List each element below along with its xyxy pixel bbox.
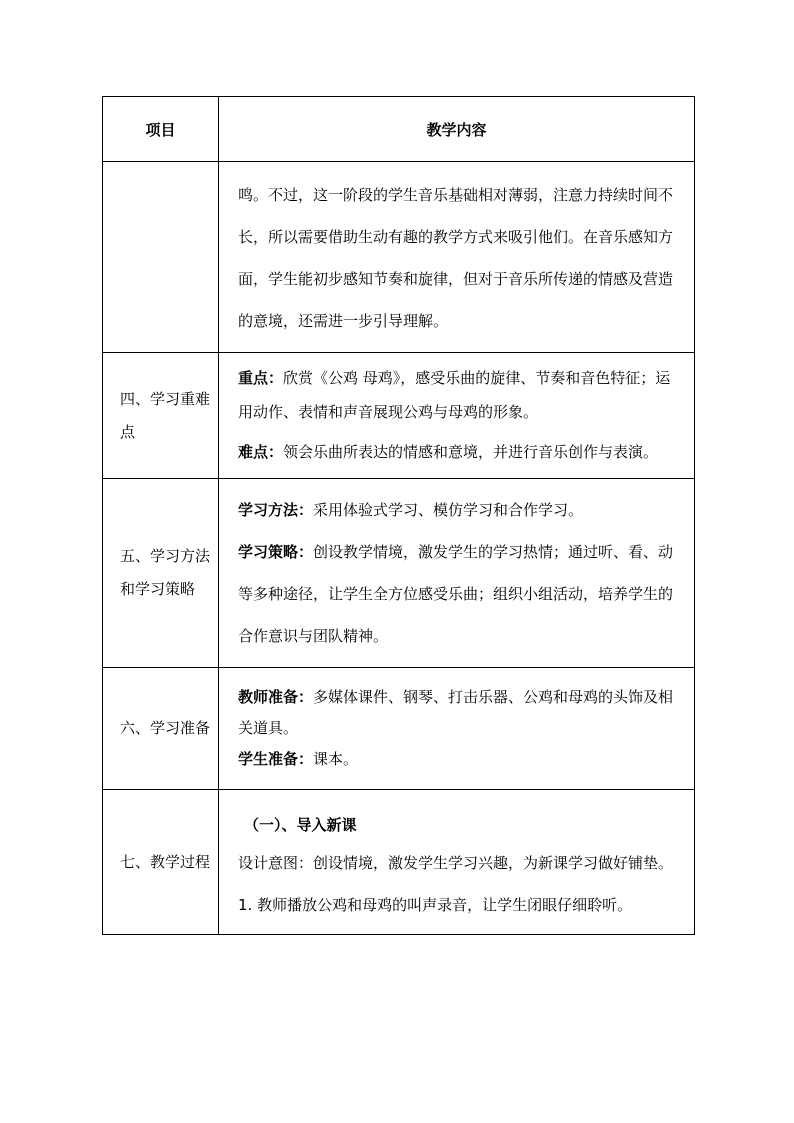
continued-text: 鸣。不过，这一阶段的学生音乐基础相对薄弱，注意力持续时间不长，所以需要借助生动有趣的教学方式来吸引他们。在音乐感知方面，学生能初步感知节奏和旋律，但对于音乐所传递的情感及营造的意境，还需进一步引导理解。 [238, 186, 674, 330]
row-label-key-difficult: 四、学习重难点 [103, 353, 219, 479]
process-step-1: 1. 教师播放公鸡和母鸡的叫声录音，让学生闭眼仔细聆听。 [238, 896, 633, 914]
method-paragraph [238, 489, 682, 531]
key-point-text: 欣赏《公鸡 母鸡》，感受乐曲的旋律、节奏和音色特征；运用动作、表情和声音展现公鸡与母鸡的形象。 [238, 369, 671, 421]
strategy-paragraph [238, 531, 682, 657]
row-content-process [219, 790, 695, 935]
student-prep-label: 学生准备： [238, 750, 314, 768]
design-intent: 设计意图：创设情境，激发学生学习兴趣，为新课学习做好铺垫。 [238, 854, 674, 872]
row-label-empty [103, 162, 219, 353]
table-row-key-difficult [103, 353, 695, 479]
row-content-continued [219, 162, 695, 353]
key-point-paragraph [238, 361, 682, 429]
table-row-process [103, 790, 695, 935]
difficult-point-label: 难点： [238, 443, 284, 461]
row-content-method [219, 479, 695, 668]
key-point-label: 重点： [238, 369, 284, 387]
table-row-preparation [103, 668, 695, 790]
teacher-prep-paragraph [238, 682, 682, 744]
row-label-preparation: 六、学习准备 [103, 668, 219, 790]
row-content-key-difficult [219, 353, 695, 479]
header-item: 项目 [103, 97, 219, 162]
process-subtitle [238, 806, 682, 844]
strategy-text: 创设教学情境，激发学生的学习热情；通过听、看、动等多种途径，让学生全方位感受乐曲；组织小组活动，培养学生的合作意识与团队精神。 [238, 543, 674, 645]
method-text: 采用体验式学习、模仿学习和合作学习。 [313, 501, 584, 519]
difficult-point-paragraph [238, 435, 682, 469]
student-prep-paragraph [238, 744, 682, 775]
teacher-prep-text: 多媒体课件、钢琴、打击乐器、公鸡和母鸡的头饰及相关道具。 [238, 688, 674, 737]
header-content: 教学内容 [219, 97, 695, 162]
table-row-continued [103, 162, 695, 353]
process-subtitle-text: （一）、导入新课 [244, 816, 357, 834]
method-label: 学习方法： [238, 501, 314, 519]
row-label-method: 五、学习方法和学习策略 [103, 479, 219, 668]
table-header-row [103, 97, 695, 162]
teacher-prep-label: 教师准备： [238, 688, 314, 706]
strategy-label: 学习策略： [238, 543, 314, 561]
row-content-preparation [219, 668, 695, 790]
difficult-point-text: 领会乐曲所表达的情感和意境，并进行音乐创作与表演。 [283, 443, 659, 461]
student-prep-text: 课本。 [313, 750, 359, 768]
row-label-process: 七、教学过程 [103, 790, 219, 935]
lesson-plan-table [102, 96, 695, 935]
table-row-method [103, 479, 695, 668]
